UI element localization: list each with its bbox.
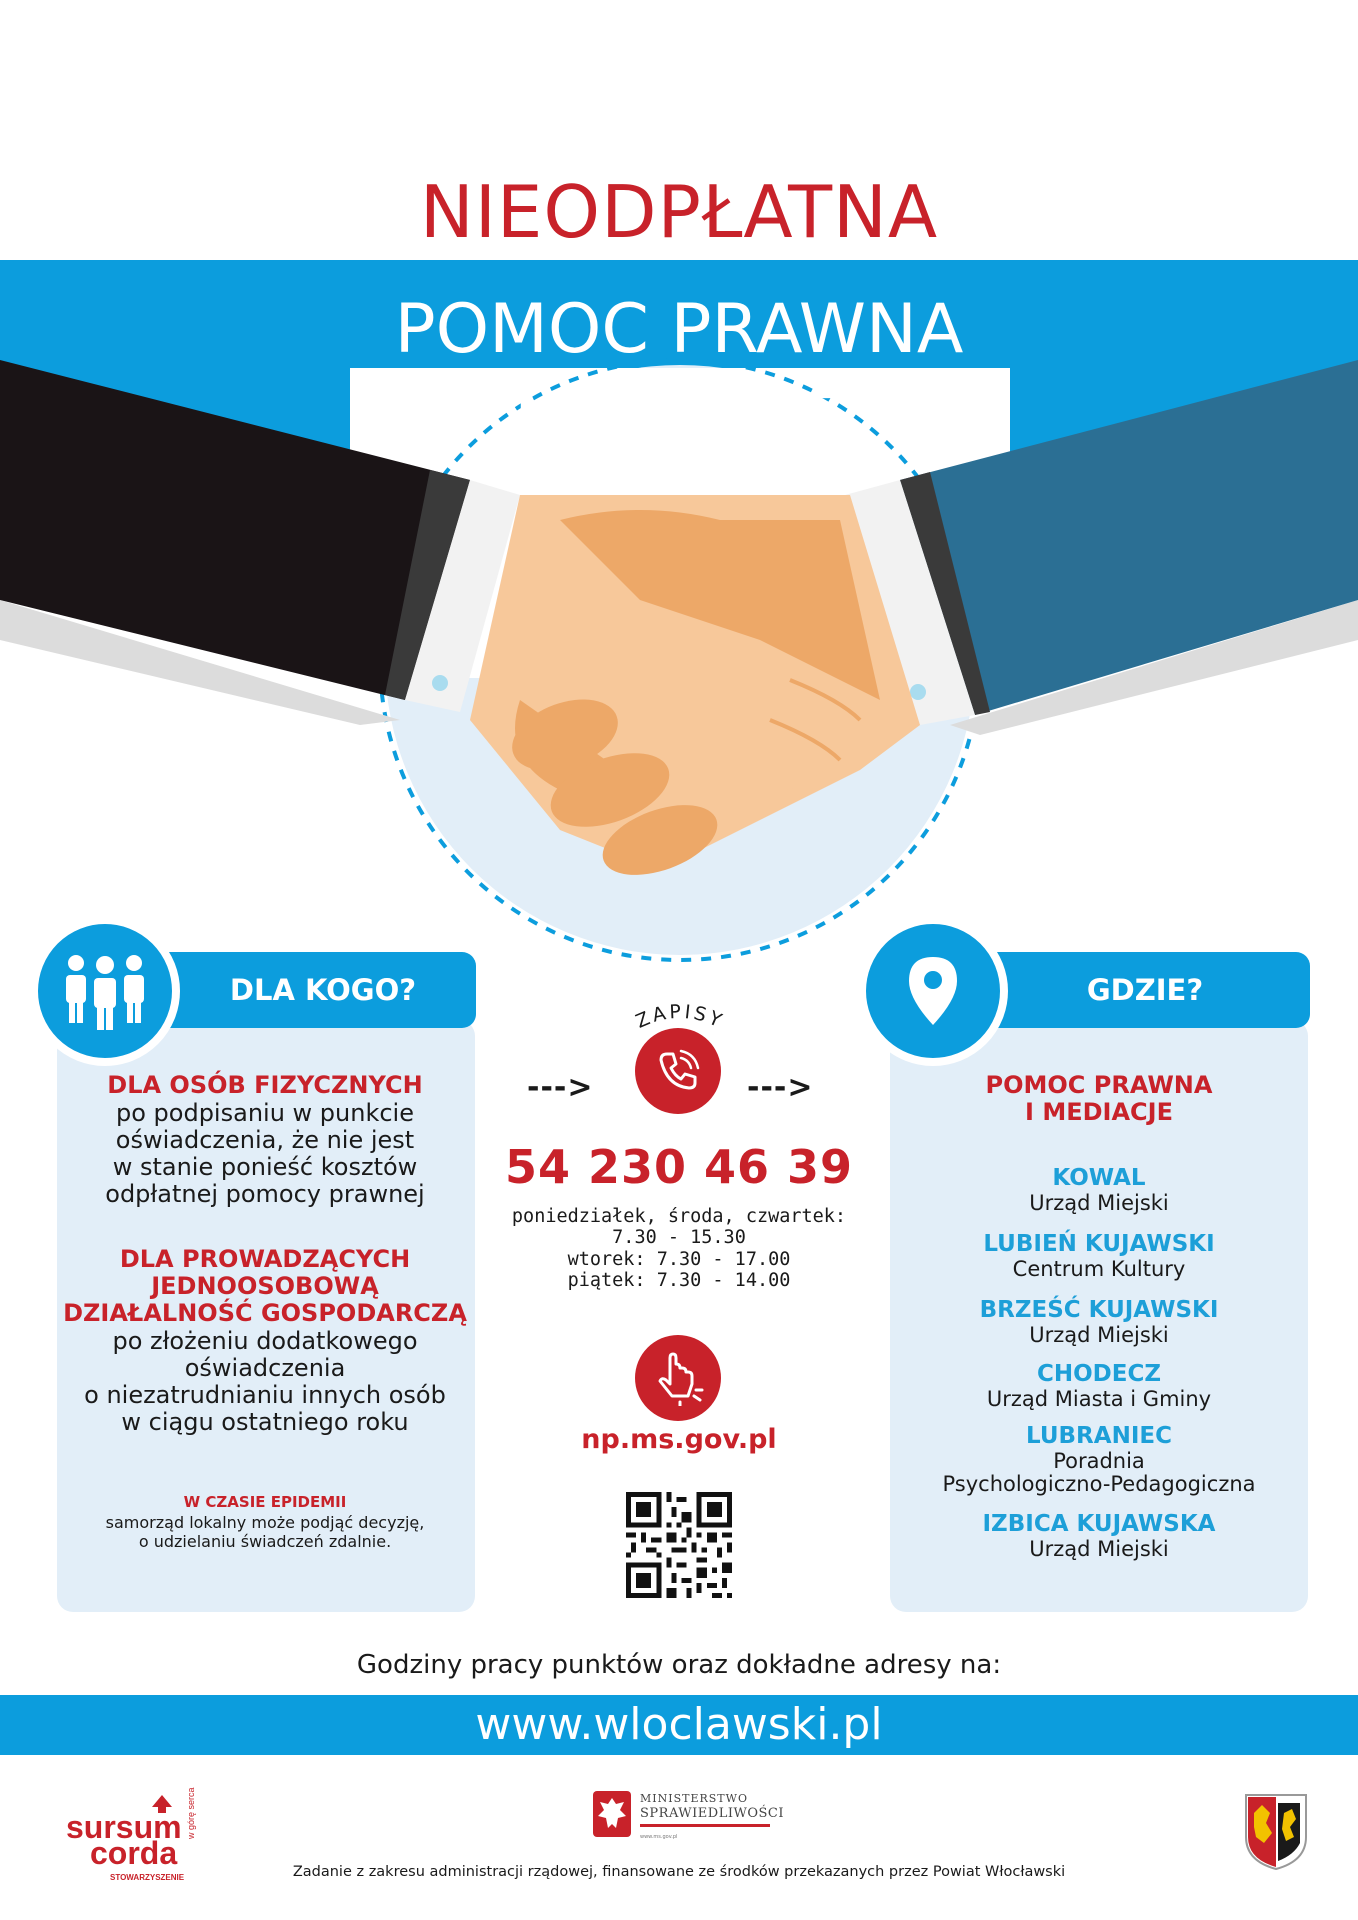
website-link[interactable]: www.wloclawski.pl — [475, 1699, 883, 1750]
group1-line: w stanie ponieść kosztów — [112, 1152, 418, 1181]
funding-note: Zadanie z zakresu administracji rządowej, finansowane ze środków przekazanych przez Powiat Włocławski — [292, 1864, 1066, 1880]
phone-number[interactable]: 54 230 46 39 — [504, 1140, 854, 1194]
logo-bar — [640, 1824, 770, 1827]
logo-text: MINISTERSTWO — [640, 1792, 748, 1805]
place-desc: Psychologiczno-Pedagogiczna — [942, 1472, 1256, 1497]
coat-of-arms-icon — [1244, 1793, 1308, 1871]
logo-text: SPRAWIEDLIWOŚCI — [640, 1806, 784, 1821]
logo-text: w górę serca — [186, 1787, 196, 1839]
hours-line: poniedziałek, środa, czwartek: — [511, 1206, 847, 1227]
logo-text: www.ms.gov.pl — [640, 1834, 678, 1840]
place-name: KOWAL — [1052, 1165, 1146, 1191]
epidemic-line: o udzielaniu świadczeń zdalnie. — [138, 1531, 392, 1551]
left-panel-heading: DLA KOGO? — [150, 952, 476, 1028]
arrow-left: ---> — [527, 1070, 594, 1105]
logo-text: STOWARZYSZENIE — [110, 1873, 185, 1882]
logo-text: corda — [90, 1835, 178, 1871]
hero-line-1: POMOC PRAWNA — [394, 290, 964, 369]
polish-eagle-icon — [592, 1790, 632, 1838]
svg-text:ZAPISY: ZAPISY — [632, 1000, 728, 1033]
group1-line: odpłatnej pomocy prawnej — [105, 1179, 425, 1208]
right-title-line: POMOC PRAWNA — [985, 1071, 1213, 1099]
group2-line: oświadczenia — [184, 1353, 346, 1382]
right-panel-heading: GDZIE? — [940, 952, 1310, 1028]
right-title-line: I MEDIACJE — [1025, 1097, 1173, 1126]
logo-text: sursum — [66, 1809, 182, 1845]
office-hours — [480, 1206, 878, 1291]
epidemic-title: W CZASIE EPIDEMII — [183, 1493, 347, 1511]
epidemic-text — [60, 1514, 470, 1552]
group1-text — [60, 1100, 470, 1208]
group2-line: po złożeniu dodatkowego — [112, 1327, 418, 1355]
phone-icon — [635, 1028, 721, 1114]
right-panel-title — [893, 1072, 1305, 1126]
group2-line: o niezatrudnianiu innych osób — [84, 1380, 446, 1409]
place-desc: Urząd Miejski — [1029, 1322, 1169, 1347]
group2-text — [60, 1328, 470, 1436]
people-icon — [30, 916, 180, 1066]
place-name: LUBRANIEC — [1026, 1423, 1172, 1449]
place-desc: Centrum Kultury — [1012, 1256, 1186, 1281]
place-name: BRZEŚĆ KUJAWSKI — [979, 1297, 1219, 1323]
group1-line: po podpisaniu w punkcie — [116, 1099, 414, 1127]
hours-line: 7.30 - 15.30 — [612, 1227, 746, 1249]
hours-line: piątek: 7.30 - 14.00 — [567, 1269, 791, 1291]
group2-title — [60, 1246, 470, 1327]
place-desc: Urząd Miejski — [1029, 1190, 1169, 1215]
qr-code-icon[interactable] — [626, 1492, 732, 1598]
group2-line: w ciągu ostatniego roku — [121, 1407, 409, 1436]
hero-line-2: MEDIACJE — [514, 380, 844, 459]
place-desc: Urząd Miasta i Gminy — [986, 1386, 1212, 1411]
group1-line: oświadczenia, że nie jest — [115, 1125, 415, 1154]
place-name: LUBIEŃ KUJAWSKI — [983, 1231, 1215, 1257]
group2-title-line: DLA PROWADZĄCYCH — [119, 1245, 411, 1273]
group2-title-line: JEDNOOSOBOWĄ — [151, 1271, 379, 1300]
hours-info: Godziny pracy punktów oraz dokładne adresy na: — [356, 1650, 1002, 1680]
epidemic-line: samorząd lokalny może podjąć decyzję, — [105, 1513, 425, 1532]
group2-title-line: DZIAŁALNOŚĆ GOSPODARCZĄ — [63, 1298, 467, 1327]
place-name: IZBICA KUJAWSKA — [982, 1511, 1216, 1537]
place-desc: Urząd Miejski — [1029, 1536, 1169, 1561]
place-desc: Poradnia — [1053, 1448, 1145, 1473]
np-link[interactable]: np.ms.gov.pl — [581, 1424, 777, 1455]
place-name: CHODECZ — [1036, 1361, 1162, 1387]
ministry-logo — [592, 1790, 792, 1852]
place-lubraniec — [893, 1424, 1305, 1497]
page-title: NIEODPŁATNA — [419, 170, 939, 254]
place-kowal — [893, 1166, 1305, 1215]
place-chodecz — [893, 1362, 1305, 1411]
place-lubien — [893, 1232, 1305, 1281]
place-brzesc — [893, 1298, 1305, 1347]
place-izbica — [893, 1512, 1305, 1561]
group1-title: DLA OSÓB FIZYCZNYCH — [107, 1071, 423, 1099]
arrow-right: ---> — [747, 1070, 814, 1105]
hours-line: wtorek: 7.30 - 17.00 — [567, 1248, 791, 1270]
hand-click-icon — [635, 1335, 721, 1421]
location-pin-icon — [858, 916, 1008, 1066]
